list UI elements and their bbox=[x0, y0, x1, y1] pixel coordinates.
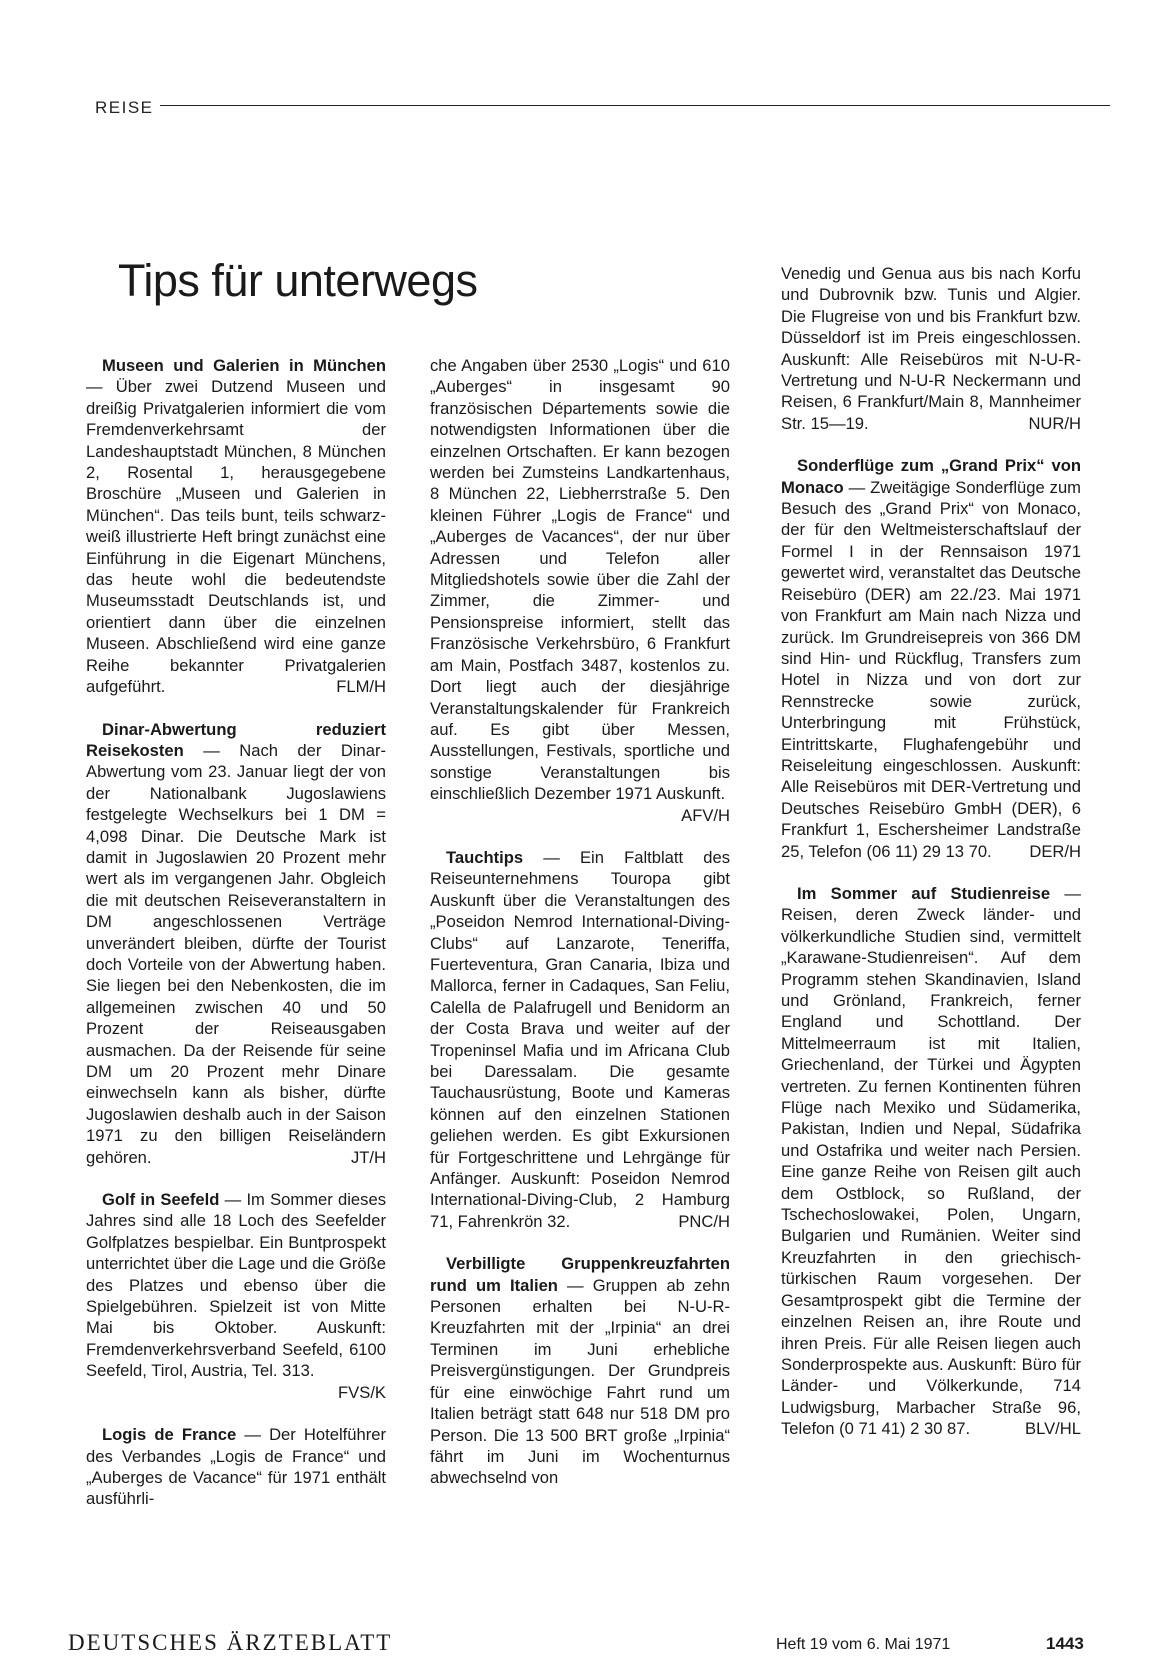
article-body: — Über zwei Dutzend Museen und dreißig Privatgalerien informiert die vom Fremdenverkehrsamt der Landeshauptstadt München, 8 München 2, Rosental 1, herausgegebene Broschüre „Museen und Galerien in München“. Das teils bunt, teils schwarz-weiß illustrierte Heft bringt zunächst eine Einführung in die Eigenart Münchens, das heute wohl die bedeutendste Museumsstadt Deutschlands ist, und orientiert dann über die einzelnen Museen. Abschließend wird eine ganze Reihe bekannter Privatgalerien aufgeführt. bbox=[86, 377, 386, 697]
article-signature: NUR/H bbox=[1028, 413, 1081, 433]
section-label: REISE bbox=[95, 98, 154, 117]
article-museen bbox=[86, 355, 386, 698]
column-1 bbox=[86, 355, 386, 1510]
section-divider bbox=[160, 105, 1110, 106]
article-headline: Im Sommer auf Studienreise bbox=[797, 883, 1051, 903]
article-signature: PNC/H bbox=[678, 1211, 730, 1231]
column-2 bbox=[430, 355, 730, 1489]
article-kreuzfahrten bbox=[430, 1253, 730, 1488]
article-body: — Reisen, deren Zweck länder- und völkerkundliche Studien sind, vermittelt „Karawane-Studienreisen“. Auf dem Programm stehen Skandinavien, Island und Grönland, Frankreich, ferner England und Schottland. Der Mittelmeerraum ist mit Italien, Griechenland, der Türkei und Ägypten vertreten. Zu fernen Kontinenten führen Flüge nach Mexiko und Südamerika, Pakistan, Indien und Nepal, Südafrika und Ostafrika und weiter nach Persien. Eine ganze Reihe von Reisen gilt auch dem Ostblock, so Rußland, der Tschechoslowakei, Polen, Ungarn, Bulgarien und Rumänien. Weiter sind Kreuzfahrten in den griechisch-türkischen Raum vorgesehen. Der Gesamtprospekt gibt die Termine der einzelnen Reisen an, ihre Route und ihren Preis. Für alle Reisen liegen auch Sonderprospekte aus. Auskunft: Büro für Länder- und Völkerkunde, 714 Ludwigsburg, Marbacher Straße 96, Telefon (0 71 41) 2 30 87. bbox=[781, 883, 1081, 1439]
article-kreuzfahrten-continued bbox=[781, 263, 1081, 434]
page-title: Tips für unterwegs bbox=[118, 255, 478, 306]
article-headline: Logis de France bbox=[102, 1425, 237, 1445]
article-signature: FLM/H bbox=[336, 677, 386, 697]
footer-issue-date: Heft 19 vom 6. Mai 1971 bbox=[776, 1636, 951, 1653]
article-body: — Der Hotelführer des Verbandes „Logis de France“ und „Auberges de Vacance“ für 1971 enthält ausführli- bbox=[86, 1425, 386, 1509]
article-headline: Golf in Seefeld bbox=[102, 1190, 220, 1210]
article-signature: BLV/HL bbox=[1025, 1419, 1081, 1439]
footer-masthead: DEUTSCHES ÄRZTEBLATT bbox=[68, 1630, 393, 1655]
article-signature: FVS/K bbox=[338, 1382, 386, 1402]
article-signature: JT/H bbox=[350, 1147, 386, 1167]
article-studienreise bbox=[781, 883, 1081, 1440]
article-headline: Sonderflüge zum „Grand Prix“ von Monaco bbox=[781, 456, 1081, 497]
page-number: 1443 bbox=[1046, 1634, 1084, 1653]
article-body: — Zweitägige Sonderflüge zum Besuch des „Grand Prix“ von Monaco, der für den Weltmeisterschaftslauf der Formel I in der Rennsaison 1971 gewertet wird, veranstaltet das Deutsche Reisebüro (DER) am 22./23. Mai 1971 von Frankfurt am Main nach Nizza und zurück. Im Grundreisepreis von 366 DM sind Hin- und Rückflug, Transfers zum Hotel in Nizza und von dort zur Rennstrecke sowie zurück, Unterbringung mit Frühstück, Eintrittskarte, Flughafengebühr und Reiseleitung eingeschlossen. Auskunft: Alle Reisebüros mit DER-Vertretung und Deutsches Reisebüro GmbH (DER), 6 Frankfurt 1, Eschersheimer Landstraße 25, Telefon (06 11) 29 13 70. bbox=[781, 477, 1081, 861]
article-headline: Dinar-Abwertung reduziert Reisekosten bbox=[86, 719, 386, 760]
article-grand-prix bbox=[781, 455, 1081, 862]
article-body: — Im Sommer dieses Jahres sind alle 18 Loch des Seefelder Golfplatzes bespielbar. Ein Buntprospekt unterrichtet über die Lage und die Größe des Platzes und ebenso über die Spielgebühren. Spielzeit ist von Mitte Mai bis Oktober. Auskunft: Fremdenverkehrsverband Seefeld, 6100 Seefeld, Tirol, Austria, Tel. 313. bbox=[86, 1190, 386, 1381]
article-signature: AFV/H bbox=[681, 805, 730, 825]
article-body: che Angaben über 2530 „Logis“ und 610 „Auberges“ in insgesamt 90 französischen Départements sowie die notwendigsten Informationen über die einzelnen Ortschaften. Er kann bezogen werden bei Zumsteins Landkartenhaus, 8 München 22, Liebherrstraße 5. Den kleinen Führer „Logis de France“ und „Auberges de Vacances“, der nur über Adressen und Telefon aller Mitgliedshotels sowie über die Zahl der Zimmer, die Zimmer- und Pensionspreise informiert, stellt das Französische Verkehrsbüro, 6 Frankfurt am Main, Postfach 3487, kostenlos zu. Dort liegt auch der diesjährige Veranstaltungskalender für Frankreich auf. Es gibt über Messen, Ausstellungen, Festivals, sportliche und sonstige Veranstaltungen bis einschließlich Dezember 1971 Auskunft. bbox=[430, 356, 730, 804]
article-headline: Museen und Galerien in München bbox=[102, 356, 386, 375]
article-signature: DER/H bbox=[1029, 841, 1081, 861]
article-body: — Ein Faltblatt des Reiseunternehmens Touropa gibt Auskunft über die Veranstaltungen des „Poseidon Nemrod International-Diving-Clubs“ auf Lanzarote, Teneriffa, Fuerteventura, Gran Canaria, Ibiza und Mallorca, ferner in Cadaques, San Feliu, Calella de Palafrugell und Benidorm an der Costa Brava und weiter auf der Tropeninsel Mafia und im Africana Club bei Daressalam. Die gesamte Tauchausrüstung, Boote und Kameras können auf den einzelnen Stationen geliehen werden. Es gibt Exkursionen für Fortgeschrittene und Lehrgänge für Anfänger. Auskunft: Poseidon Nemrod International-Diving-Club, 2 Hamburg 71, Fahrenkrön 32. bbox=[430, 847, 730, 1231]
section-header bbox=[95, 98, 1110, 118]
article-logis bbox=[86, 1424, 386, 1510]
article-body: — Gruppen ab zehn Personen erhalten bei N-U-R-Kreuzfahrten mit der „Irpinia“ an drei Terminen im Juni erhebliche Preisvergünstigungen. Der Grundpreis für eine einwöchige Fahrt rund um Italien beträgt statt 648 nur 518 DM pro Person. Die 13 500 BRT große „Irpinia“ fährt im Juni im Wochenturnus abwechselnd von bbox=[430, 1275, 730, 1488]
article-tauchtips bbox=[430, 847, 730, 1232]
article-headline: Verbilligte Gruppenkreuzfahrten rund um Italien bbox=[430, 1254, 730, 1295]
article-logis-continued bbox=[430, 355, 730, 826]
column-3 bbox=[781, 263, 1081, 1440]
article-body: Venedig und Genua aus bis nach Korfu und Dubrovnik bzw. Tunis und Algier. Die Flugreise von und bis Frankfurt bzw. Düsseldorf ist im Preis eingeschlossen. Auskunft: Alle Reisebüros mit N-U-R-Vertretung und N-U-R Neckermann und Reisen, 6 Frankfurt/Main 8, Mannheimer Str. 15—19. bbox=[781, 264, 1081, 433]
article-body: — Nach der Dinar-Abwertung vom 23. Januar liegt der von der Nationalbank Jugoslawiens festgelegte Wechselkurs bei 1 DM = 4,098 Dinar. Die Deutsche Mark ist damit in Jugoslawien 20 Prozent mehr wert als im vergangenen Jahr. Obgleich die mit deutschen Reiseveranstaltern in DM angeschlossenen Verträge unverändert bleiben, dürfte der Tourist doch Vorteile von der Abwertung haben. Sie liegen bei den Nebenkosten, die im allgemeinen zwischen 40 und 50 Prozent der Reiseausgaben ausmachen. Da der Reisende für seine DM um 20 Prozent mehr Dinare einwechseln kann als bisher, dürfte Jugoslawien deshalb auch in der Saison 1971 zu den billigen Reiseländern gehören. bbox=[86, 740, 386, 1167]
article-golf bbox=[86, 1189, 386, 1403]
article-headline: Tauchtips bbox=[446, 847, 524, 867]
article-dinar bbox=[86, 719, 386, 1169]
